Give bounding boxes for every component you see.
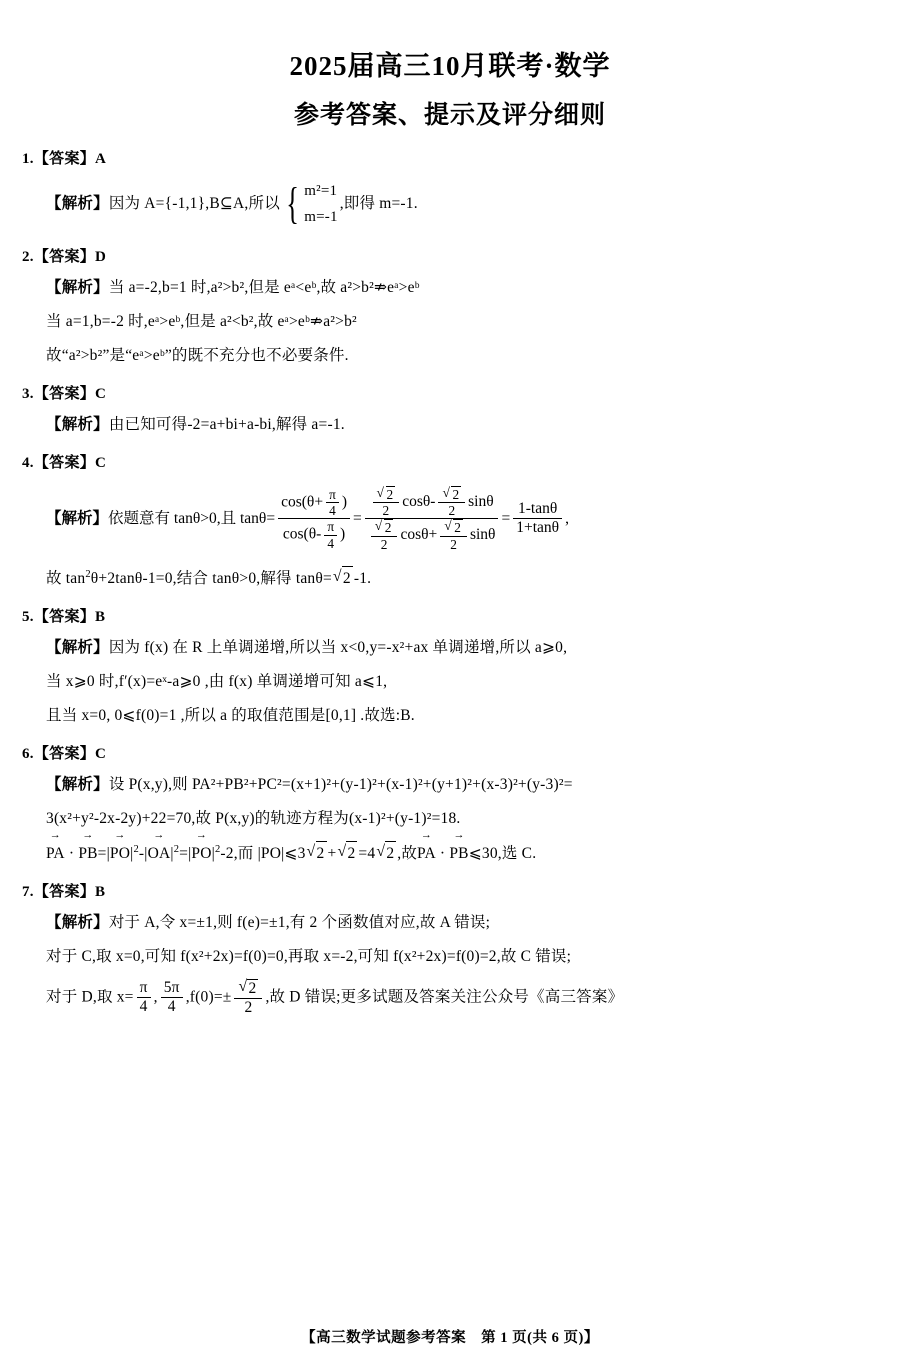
question-3-solution [46,413,876,437]
jiexi-label-4: 【解析】 [46,509,109,527]
question-1-solution [46,178,876,231]
sqrt-icon: √ 2 [333,566,353,591]
q4-eq2: = [501,509,511,527]
q4-pre: 依题意有 tanθ>0,且 tanθ= [108,509,276,527]
question-5-solution-line-3: 且当 x=0, 0⩽f(0)=1 ,所以 a 的取值范围是[0,1] .故选:B. [46,706,415,724]
question-6-answer: 6.【答案】C [22,745,107,762]
sqrt2-icon: √ 2 [234,979,262,999]
vector-pb-2: → PB [449,841,468,866]
question-7-answer: 7.【答案】B [22,883,106,900]
vector-pa: → PA [46,841,65,866]
q7-frac-1: $\frac{\pi}{4}$ [137,979,151,1016]
question-6-solution-line-1 [46,773,876,797]
q4-frac-1 [278,487,350,551]
q7-l3-post: ,故 D 错误;更多试题及答案关注公众号《高三答案》 [265,988,624,1006]
q3-l1: 由已知可得-2=a+bi+a-bi,解得 a=-1. [108,415,345,433]
q4-frac-3 [513,500,562,537]
brace-icon: { [286,179,299,229]
jiexi-label-3: 【解析】 [46,415,109,433]
question-4-solution-line-2: 故 $\tan^2\theta+2\tan\theta-1=0$,结合 tanθ>0,解得 tanθ= √ 2 -1. [46,566,876,591]
q4-frac1-den: cos(θ- $\frac{\pi}{4}$ ) [282,519,346,551]
vector-pa-2: → PA [417,841,436,866]
vector-pb: → PB [78,841,97,866]
q4-tail: , [565,509,569,527]
page-title: 2025届高三10月联考·数学 [289,51,611,81]
q6-l1: 设 P(x,y),则 PA²+PB²+PC²=(x+1)²+(y-1)²+(x-1)²+(y+1)²+(x-3)²+(y-3)²= [108,775,573,793]
jiexi-label-7: 【解析】 [46,913,109,931]
question-5-answer: 5.【答案】B [22,608,106,625]
solutions-body [0,147,900,1017]
question-2-solution-line-3: 故“a²>b²”是“eᵃ>eᵇ”的既不充分也不必要条件. [46,346,349,364]
question-3-answer: 3.【答案】C [22,385,107,402]
jiexi-label-6: 【解析】 [46,775,109,793]
q4-frac2-num: √ $\frac{2}{2}$ cosθ- √ $\frac{2}{2}$ sinθ [365,486,499,520]
question-7-solution-line-2: 对于 C,取 x=0,可知 f(x²+2x)=f(0)=0,再取 x=-2,可知 f(x²+2x)=f(0)=2,故 C 错误; [46,947,572,965]
jiexi-label-1: 【解析】 [46,194,109,212]
q1-pre: 因为 A={-1,1},B⊆A,所以 [108,194,280,212]
question-4-answer: 4.【答案】C [22,454,107,471]
question-1-answer: 1.【答案】A [22,151,107,167]
jiexi-label-5: 【解析】 [46,638,109,656]
question-6-solution-line-3: → PA · → $PB=|\to PO|^2-|\to OA|^2=|\to PO|^2-2$,而 |PO|⩽3 √ 2 + √ 2 =4 √ 2 ,故→ PA · → PB⩽30,选 C. [46,841,876,866]
q4-frac-2 [365,486,499,552]
q1-cases [282,178,338,231]
question-2-solution-line-2: 当 a=1,b=-2 时,eᵃ>eᵇ,但是 a²<b²,故 eᵃ>eᵇ⇏a²>b² [46,312,357,330]
vector-po-1: → PO [110,841,130,866]
page-footer: 【高三数学试题参考答案 第 1 页(共 6 页)】 [301,1330,599,1346]
q1-case2: m=-1 [304,209,338,226]
jiexi-label-2: 【解析】 [46,278,109,296]
q4-frac1-num: cos(θ+ $\frac{\pi}{4}$ ) [278,487,350,520]
question-2-answer: 2.【答案】D [22,248,107,265]
q7-l3-mid: ,f(0)=± [185,988,232,1006]
question-7-solution-line-3: 对于 D,取 x= $\frac{\pi}{4}$ , $\frac{5\pi}{4}$ ,f(0)=± √ $\frac{2}{2}$ ,故 D 错误;更多试题及答案关注公众号《高三答案》 [46,979,876,1017]
answer-sheet-page [0,44,900,1363]
q7-frac-2: $\frac{5\pi}{4}$ [161,979,183,1016]
q7-l1: 对于 A,令 x=±1,则 f(e)=±1,有 2 个函数值对应,故 A 错误; [108,913,491,931]
q7-frac-3: √ $\frac{2}{2}$ [234,979,262,1017]
vector-oa: → OA [148,841,171,866]
page-subtitle: 参考答案、提示及评分细则 [293,102,606,129]
q7-l3-pre: 对于 D,取 x= [46,988,134,1006]
vector-po-2: → PO [191,841,211,866]
q4-frac3-num: 1-tanθ [513,500,562,519]
question-4-solution-equation [46,486,876,552]
q4-eq1: = [353,509,362,527]
q4-frac2-den: √ $\frac{2}{2}$ cosθ+ √ $\frac{2}{2}$ sinθ [365,519,499,552]
q1-post: ,即得 m=-1. [339,194,418,212]
question-5-solution-line-2: 当 x⩾0 时,f′(x)=eˣ-a⩾0 ,由 f(x) 单调递增可知 a⩽1, [46,672,388,690]
q1-case1: m²=1 [304,183,338,199]
q4-frac3-den: 1+tanθ [516,519,560,537]
question-7-solution-line-1 [46,911,876,935]
q2-l1: 当 a=-2,b=1 时,a²>b²,但是 eᵃ<eᵇ,故 a²>b²⇏eᵃ>eᵇ [108,278,420,296]
question-2-solution-line-1 [46,276,876,300]
question-5-solution-line-1 [46,636,876,660]
q5-l1: 因为 f(x) 在 R 上单调递增,所以当 x<0,y=-x²+ax 单调递增,所以 a⩾0, [108,638,568,656]
question-6-solution-line-2: 3(x²+y²-2x-2y)+22=70,故 P(x,y)的轨迹方程为(x-1)²+(y-1)²=18. [46,809,461,827]
